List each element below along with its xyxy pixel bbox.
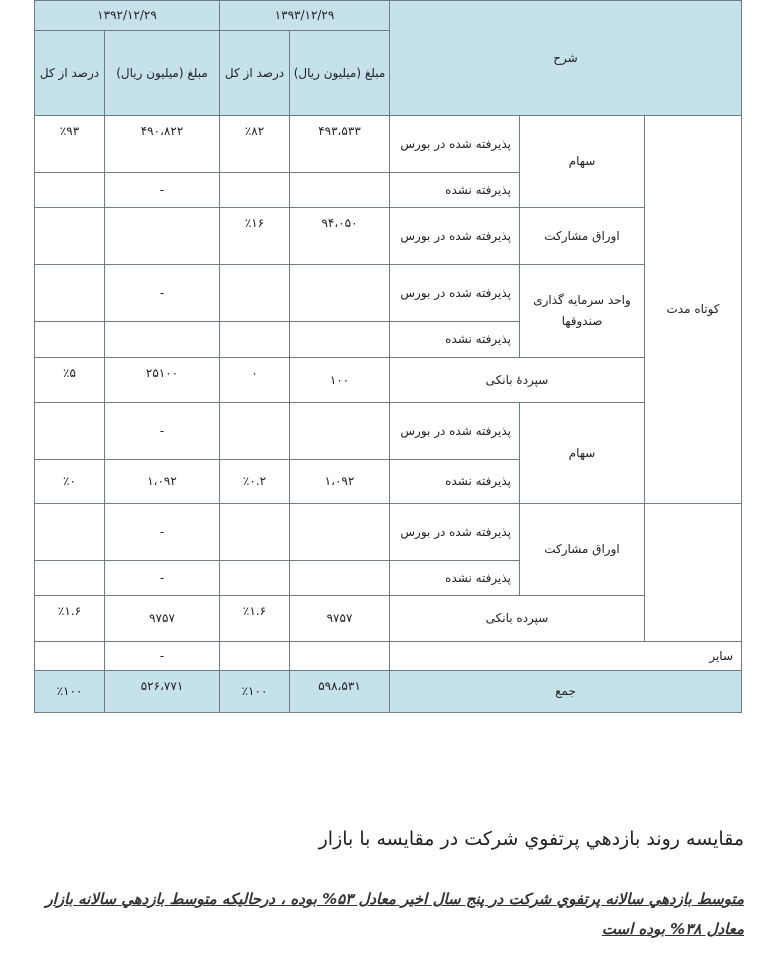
r3-subtype: پذیرفته شده در بورس: [390, 208, 520, 265]
r4-percent-1393: [220, 265, 290, 322]
header-percent-1393: درصد از کل: [220, 31, 290, 116]
r12-amount-1393: [290, 642, 390, 671]
r10-amount-1393: [290, 561, 390, 596]
r9-subtype: پذیرفته شده در بورس: [390, 504, 520, 561]
r3-amount-1393: ۹۴،۰۵۰: [290, 208, 390, 265]
r6-percent-1393: ۰: [220, 358, 290, 403]
header-year-1392: ۱۳۹۲/۱۲/۲۹: [35, 1, 220, 31]
r10-amount-1392: -: [105, 561, 220, 596]
r1-percent-1393: ٪۸۲: [220, 116, 290, 173]
long-deposit-label: سپرده بانکی: [390, 596, 645, 642]
total-amount-1393: ۵۹۸،۵۳۱: [290, 671, 390, 713]
section-heading: مقایسه روند بازدهي پرتفوي شرکت در مقایسه با بازار: [318, 828, 744, 850]
portfolio-table: [34, 0, 742, 713]
r7-subtype: پذیرفته شده در بورس: [390, 403, 520, 460]
total-label: جمع: [390, 671, 742, 713]
total-percent-1393: ٪۱۰۰: [220, 671, 290, 713]
r7-percent-1392: [35, 403, 105, 460]
r5-percent-1393: [220, 322, 290, 358]
r1-amount-1392: ۴۹۰،۸۲۲: [105, 116, 220, 173]
r2-amount-1393: [290, 173, 390, 208]
r7-amount-1392: -: [105, 403, 220, 460]
r7-amount-1393: [290, 403, 390, 460]
r4-subtype: پذیرفته شده در بورس: [390, 265, 520, 322]
long-stocks-label: سهام: [520, 403, 645, 504]
r12-amount-1392: -: [105, 642, 220, 671]
summary-text: متوسط بازدهي سالانه پرتفوي شرکت در پنج سال اخیر معادل ۵۳% بوده ، درحالیکه متوسط بازدهي سالانه بازار معادل ۳۸% بوده است: [45, 890, 744, 938]
r8-subtype: پذیرفته نشده: [390, 460, 520, 504]
r8-amount-1393: ۱،۰۹۲: [290, 460, 390, 504]
r9-percent-1392: [35, 504, 105, 561]
r2-subtype: پذیرفته نشده: [390, 173, 520, 208]
r12-percent-1393: [220, 642, 290, 671]
r11-percent-1393: ٪۱.۶: [220, 596, 290, 642]
header-percent-1392: درصد از کل: [35, 31, 105, 116]
r6-amount-1392: ۲۵۱۰۰: [105, 358, 220, 403]
r5-percent-1392: [35, 322, 105, 358]
r11-amount-1393: ۹۷۵۷: [290, 596, 390, 642]
r10-percent-1392: [35, 561, 105, 596]
other-label: سایر: [390, 642, 742, 671]
short-term-label: کوتاه مدت: [645, 116, 742, 504]
r2-amount-1392: -: [105, 173, 220, 208]
r7-percent-1393: [220, 403, 290, 460]
total-amount-1392: ۵۲۶،۷۷۱: [105, 671, 220, 713]
short-bonds-label: اوراق مشارکت: [520, 208, 645, 265]
r5-subtype: پذیرفته نشده: [390, 322, 520, 358]
r6-percent-1392: ٪۵: [35, 358, 105, 403]
header-description: شرح: [390, 1, 742, 116]
r3-amount-1392: [105, 208, 220, 265]
r1-subtype: پذیرفته شده در بورس: [390, 116, 520, 173]
r12-percent-1392: [35, 642, 105, 671]
short-funds-label: واحد سرمایه گذاری صندوقها: [520, 265, 645, 358]
header-year-1393: ۱۳۹۳/۱۲/۲۹: [220, 1, 390, 31]
r9-percent-1393: [220, 504, 290, 561]
r5-amount-1392: [105, 322, 220, 358]
r3-percent-1393: ٪۱۶: [220, 208, 290, 265]
r1-amount-1393: ۴۹۳،۵۳۳: [290, 116, 390, 173]
long-bonds-label: اوراق مشارکت: [520, 504, 645, 596]
r4-amount-1392: -: [105, 265, 220, 322]
r3-percent-1392: [35, 208, 105, 265]
r8-amount-1392: ۱،۰۹۲: [105, 460, 220, 504]
r11-amount-1392: ۹۷۵۷: [105, 596, 220, 642]
r10-percent-1393: [220, 561, 290, 596]
r2-percent-1392: [35, 173, 105, 208]
r2-percent-1393: [220, 173, 290, 208]
short-stocks-label: سهام: [520, 116, 645, 208]
r8-percent-1393: ٪۰.۲: [220, 460, 290, 504]
r4-percent-1392: [35, 265, 105, 322]
r5-amount-1393: [290, 322, 390, 358]
header-amount-1393: مبلغ (میلیون ریال): [290, 31, 390, 116]
r1-percent-1392: ٪۹۳: [35, 116, 105, 173]
short-deposit-label: سپردهٔ بانکی: [390, 358, 645, 403]
total-percent-1392: ٪۱۰۰: [35, 671, 105, 713]
r10-subtype: پذیرفته نشده: [390, 561, 520, 596]
r6-amount-1393: ۱۰۰: [290, 358, 390, 403]
r11-percent-1392: ٪۱.۶: [35, 596, 105, 642]
r4-amount-1393: [290, 265, 390, 322]
header-amount-1392: مبلغ (میلیون ریال): [105, 31, 220, 116]
r8-percent-1392: ٪۰: [35, 460, 105, 504]
r9-amount-1392: -: [105, 504, 220, 561]
r9-amount-1393: [290, 504, 390, 561]
